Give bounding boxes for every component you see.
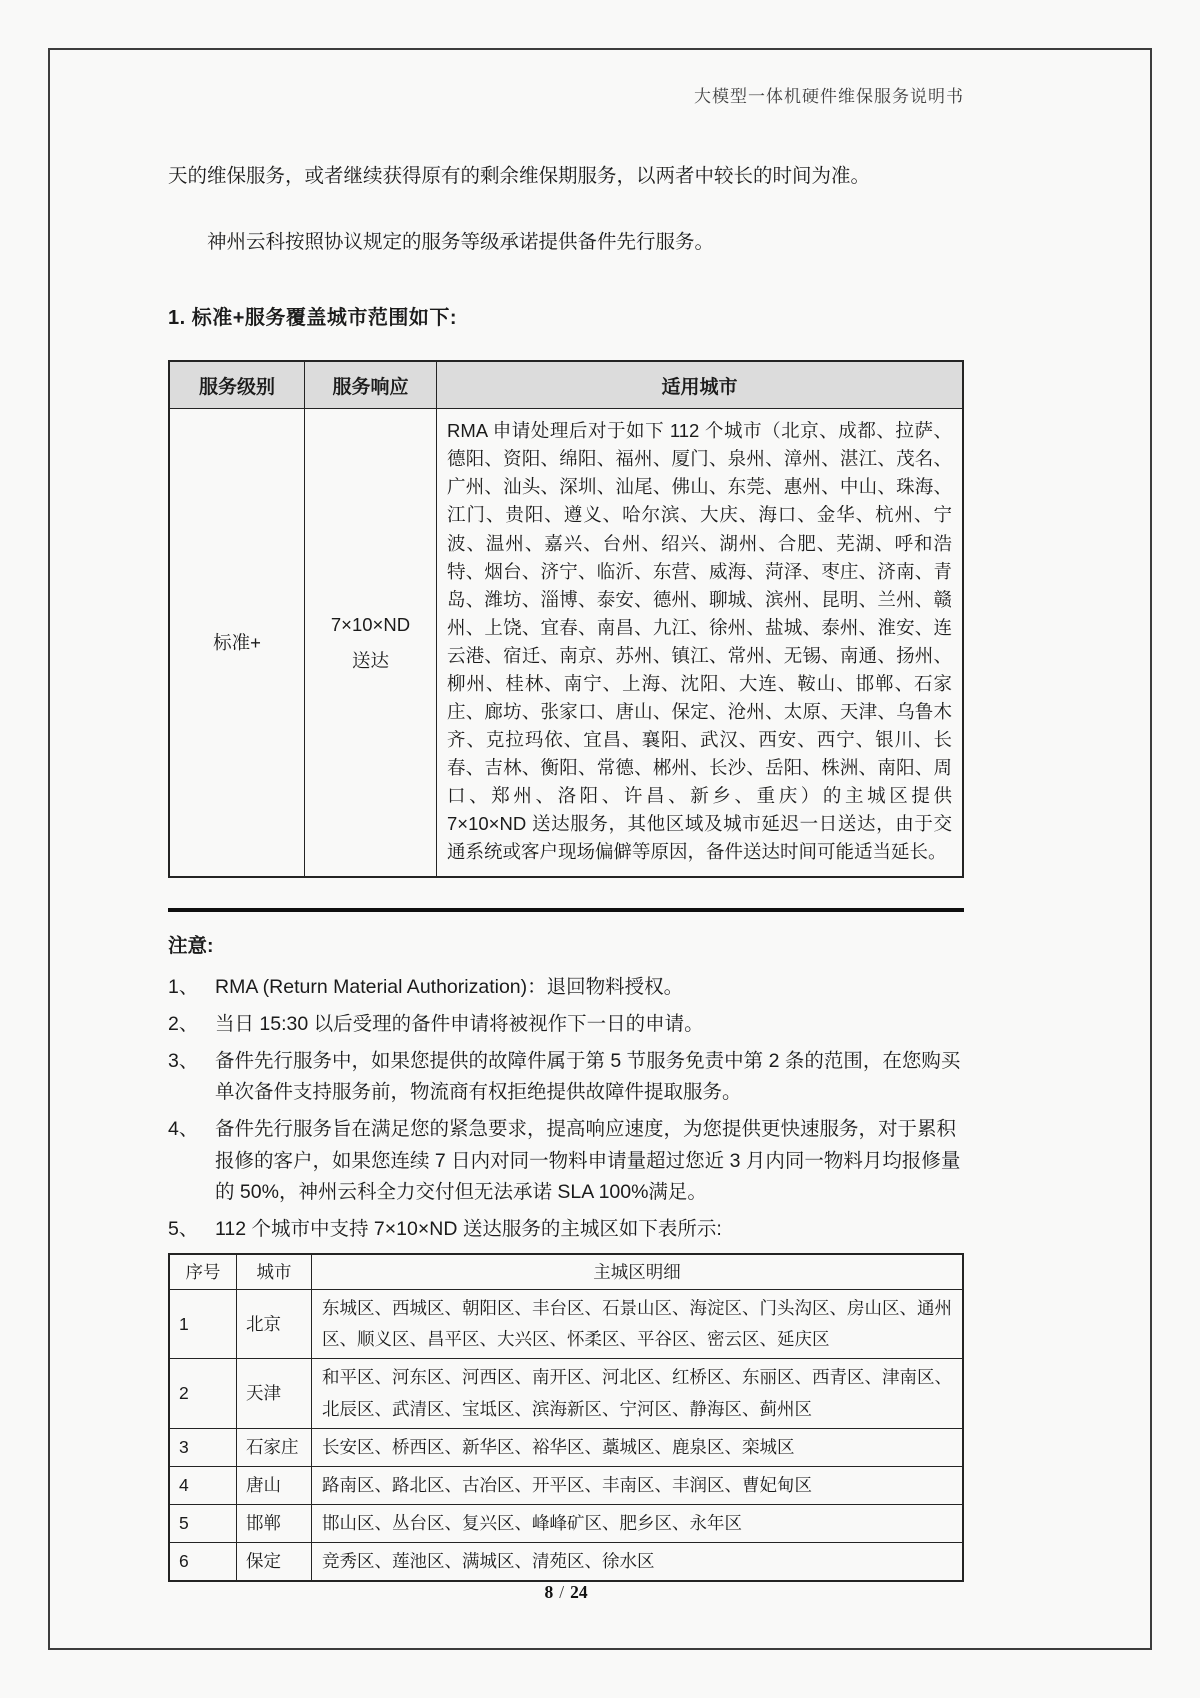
- document-header-title: 大模型一体机硬件维保服务说明书: [694, 87, 964, 106]
- list-item-text: RMA (Return Material Authorization)：退回物料授权。: [215, 975, 684, 998]
- service-response-line2: 送达: [351, 649, 389, 671]
- cell-districts: 和平区、河东区、河西区、南开区、河北区、红桥区、东丽区、西青区、津南区、北辰区、武清区、宝坻区、滨海新区、宁河区、静海区、蓟州区: [312, 1359, 964, 1428]
- cell-index: 6: [169, 1543, 237, 1582]
- list-item: [168, 1114, 964, 1208]
- cell-index: 1: [169, 1290, 237, 1359]
- table-row: [169, 1428, 963, 1466]
- cell-city: 保定: [237, 1543, 312, 1582]
- list-item-number: 4、: [168, 1118, 199, 1141]
- table-row: [169, 1543, 963, 1582]
- header-service-response: 服务响应: [305, 361, 437, 409]
- page-number-separator: /: [559, 1582, 565, 1602]
- section-heading: 1. 标准+服务覆盖城市范围如下:: [168, 307, 458, 330]
- table-header-row: [169, 1254, 963, 1290]
- list-item-text: 备件先行服务中，如果您提供的故障件属于第 5 节服务免责中第 2 条的范围，在您购买单次备件支持服务前，物流商有权拒绝提供故障件提取服务。: [215, 1050, 961, 1104]
- section-divider: [168, 908, 964, 912]
- cell-districts: 东城区、西城区、朝阳区、丰台区、石景山区、海淀区、门头沟区、房山区、通州区、顺义区、昌平区、大兴区、怀柔区、平谷区、密云区、延庆区: [312, 1290, 964, 1359]
- cell-city: 天津: [237, 1359, 312, 1428]
- page-content: [168, 48, 964, 1582]
- cell-service-response: [305, 409, 437, 877]
- list-item: [168, 1046, 964, 1108]
- notes-heading: 注意:: [168, 934, 214, 957]
- header-city: 城市: [237, 1254, 312, 1290]
- notes-list: [168, 972, 964, 1246]
- table-row: [169, 1466, 963, 1504]
- cell-districts: 竞秀区、莲池区、满城区、清苑区、徐水区: [312, 1543, 964, 1582]
- cell-city: 石家庄: [237, 1428, 312, 1466]
- cell-city: 唐山: [237, 1466, 312, 1504]
- list-item-number: 3、: [168, 1050, 199, 1073]
- list-item-text: 备件先行服务旨在满足您的紧急要求，提高响应速度，为您提供更快速服务，对于累积报修的客户，如果您连续 7 日内对同一物料申请量超过您近 3 月内同一物料月均报修量的 50%，神州云科全力交付但无法承诺 SLA 100%满足。: [215, 1118, 961, 1203]
- cell-index: 2: [169, 1359, 237, 1428]
- service-coverage-table: [168, 360, 964, 877]
- list-item-number: 2、: [168, 1012, 199, 1035]
- cell-districts: 路南区、路北区、古冶区、开平区、丰南区、丰润区、曹妃甸区: [312, 1466, 964, 1504]
- service-response-line1: 7×10×ND: [330, 614, 411, 636]
- page-number: 8: [544, 1582, 554, 1602]
- table-row: [169, 1290, 963, 1359]
- body-paragraph-1: 天的维保服务，或者继续获得原有的剩余维保期服务，以两者中较长的时间为准。: [168, 165, 871, 187]
- cell-index: 4: [169, 1466, 237, 1504]
- table-row: [169, 1359, 963, 1428]
- header-index: 序号: [169, 1254, 237, 1290]
- list-item-number: 5、: [168, 1218, 199, 1240]
- page-footer: [168, 1582, 964, 1603]
- list-item-text: 112 个城市中支持 7×10×ND 送达服务的主城区如下表所示:: [215, 1218, 722, 1240]
- table-row: [169, 409, 963, 877]
- cell-service-level: 标准+: [169, 409, 305, 877]
- header-districts: 主城区明细: [312, 1254, 964, 1290]
- header-applicable-cities: 适用城市: [437, 361, 964, 409]
- list-item: [168, 972, 964, 1003]
- table-header-row: [169, 361, 963, 409]
- cell-city: 邯郸: [237, 1505, 312, 1543]
- cell-applicable-cities: RMA 申请处理后对于如下 112 个城市（北京、成都、拉萨、德阳、资阳、绵阳、福州、厦门、泉州、漳州、湛江、茂名、广州、汕头、深圳、汕尾、佛山、东莞、惠州、中山、珠海、江门、贵阳、遵义、哈尔滨、大庆、海口、金华、杭州、宁波、温州、嘉兴、台州、绍兴、湖州、合肥、芜湖、呼和浩特、烟台、济宁、临沂、东营、威海、菏泽、枣庄、济南、青岛、潍坊、淄博、泰安、德州、聊城、滨州、昆明、兰州、赣州、上饶、宜春、南昌、九江、徐州、盐城、泰州、淮安、连云港、宿迁、南京、苏州、镇江、常州、无锡、南通、扬州、柳州、桂林、南宁、上海、沈阳、大连、鞍山、邯郸、石家庄、廊坊、张家口、唐山、保定、沧州、太原、天津、乌鲁木齐、克拉玛依、宜昌、襄阳、武汉、西安、西宁、银川、长春、吉林、衡阳、常德、郴州、长沙、岳阳、株洲、南阳、周口、郑州、洛阳、许昌、新乡、重庆）的主城区提供 7×10×ND 送达服务，其他区域及城市延迟一日送达，由于交通系统或客户现场偏僻等原因，备件送达时间可能适当延长。: [437, 409, 964, 877]
- cell-city: 北京: [237, 1290, 312, 1359]
- list-item: [168, 1009, 964, 1040]
- cell-index: 3: [169, 1428, 237, 1466]
- cell-districts: 邯山区、丛台区、复兴区、峰峰矿区、肥乡区、永年区: [312, 1505, 964, 1543]
- list-item-number: 1、: [168, 975, 199, 998]
- table-row: [169, 1505, 963, 1543]
- header-service-level: 服务级别: [169, 361, 305, 409]
- districts-table: [168, 1253, 964, 1582]
- cell-districts: 长安区、桥西区、新华区、裕华区、藁城区、鹿泉区、栾城区: [312, 1428, 964, 1466]
- cell-index: 5: [169, 1505, 237, 1543]
- list-item: [168, 1214, 964, 1245]
- body-paragraph-2: 神州云科按照协议规定的服务等级承诺提供备件先行服务。: [207, 231, 715, 254]
- list-item-text: 当日 15:30 以后受理的备件申请将被视作下一日的申请。: [215, 1012, 704, 1035]
- total-pages: 24: [570, 1582, 588, 1602]
